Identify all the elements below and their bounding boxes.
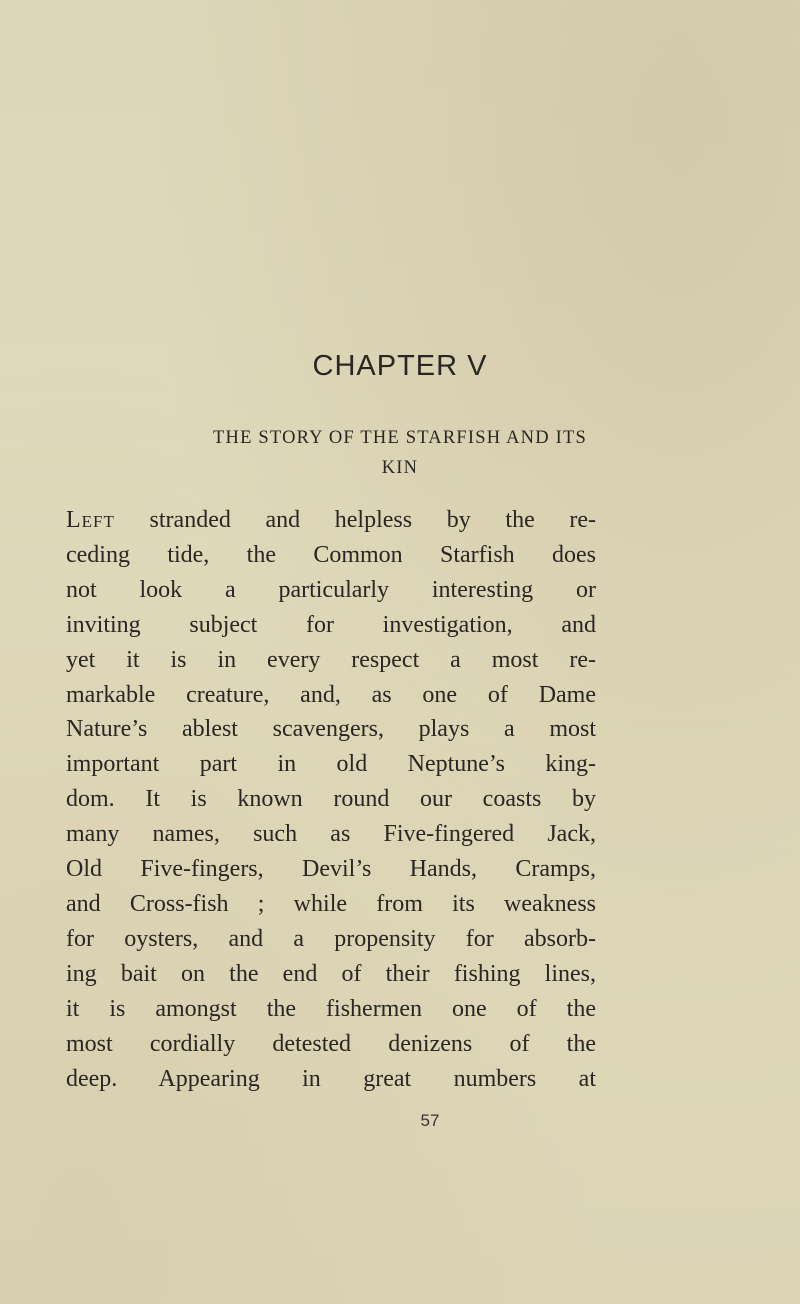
lead-word: Left <box>66 507 115 533</box>
paragraph-line <box>66 503 596 538</box>
paragraph-line: ing bait on the end of their fishing lines, <box>66 960 596 987</box>
page-number: 57 <box>420 1111 440 1130</box>
paragraph-line: important part in old Neptune’s king- <box>66 751 596 778</box>
paragraph-line: for oysters, and a propensity for absorb- <box>66 925 596 952</box>
paragraph-line: markable creature, and, as one of Dame <box>66 681 596 708</box>
paragraph-line: not look a particularly interesting or <box>66 576 596 603</box>
paragraph-line: yet it is in every respect a most re- <box>66 646 596 673</box>
paragraph-line: and Cross-fish ; while from its weakness <box>66 890 596 917</box>
paragraph-line: dom. It is known round our coasts by <box>66 786 596 813</box>
paragraph-line: inviting subject for investigation, and <box>66 611 596 638</box>
paragraph-line: many names, such as Five-fingered Jack, <box>66 821 596 848</box>
subtitle-line: THE STORY OF THE STARFISH AND ITS <box>213 428 587 448</box>
paragraph-line: deep. Appearing in great numbers at <box>66 1065 596 1092</box>
body-paragraph <box>66 503 596 1096</box>
paragraph-line: most cordially detested denizens of the <box>66 1030 596 1057</box>
paragraph-line: ceding tide, the Common Starfish does <box>66 541 596 568</box>
subtitle-line: KIN <box>381 458 419 478</box>
first-line-text: stranded and helpless by the re- <box>114 507 596 533</box>
chapter-heading: CHAPTER V <box>312 350 488 382</box>
paragraph-line: Old Five-fingers, Devil’s Hands, Cramps, <box>66 856 596 883</box>
chapter-subtitle <box>66 423 734 483</box>
paragraph-line: it is amongst the fishermen one of the <box>66 995 596 1022</box>
paragraph-line: Nature’s ablest scavengers, plays a most <box>66 716 596 743</box>
